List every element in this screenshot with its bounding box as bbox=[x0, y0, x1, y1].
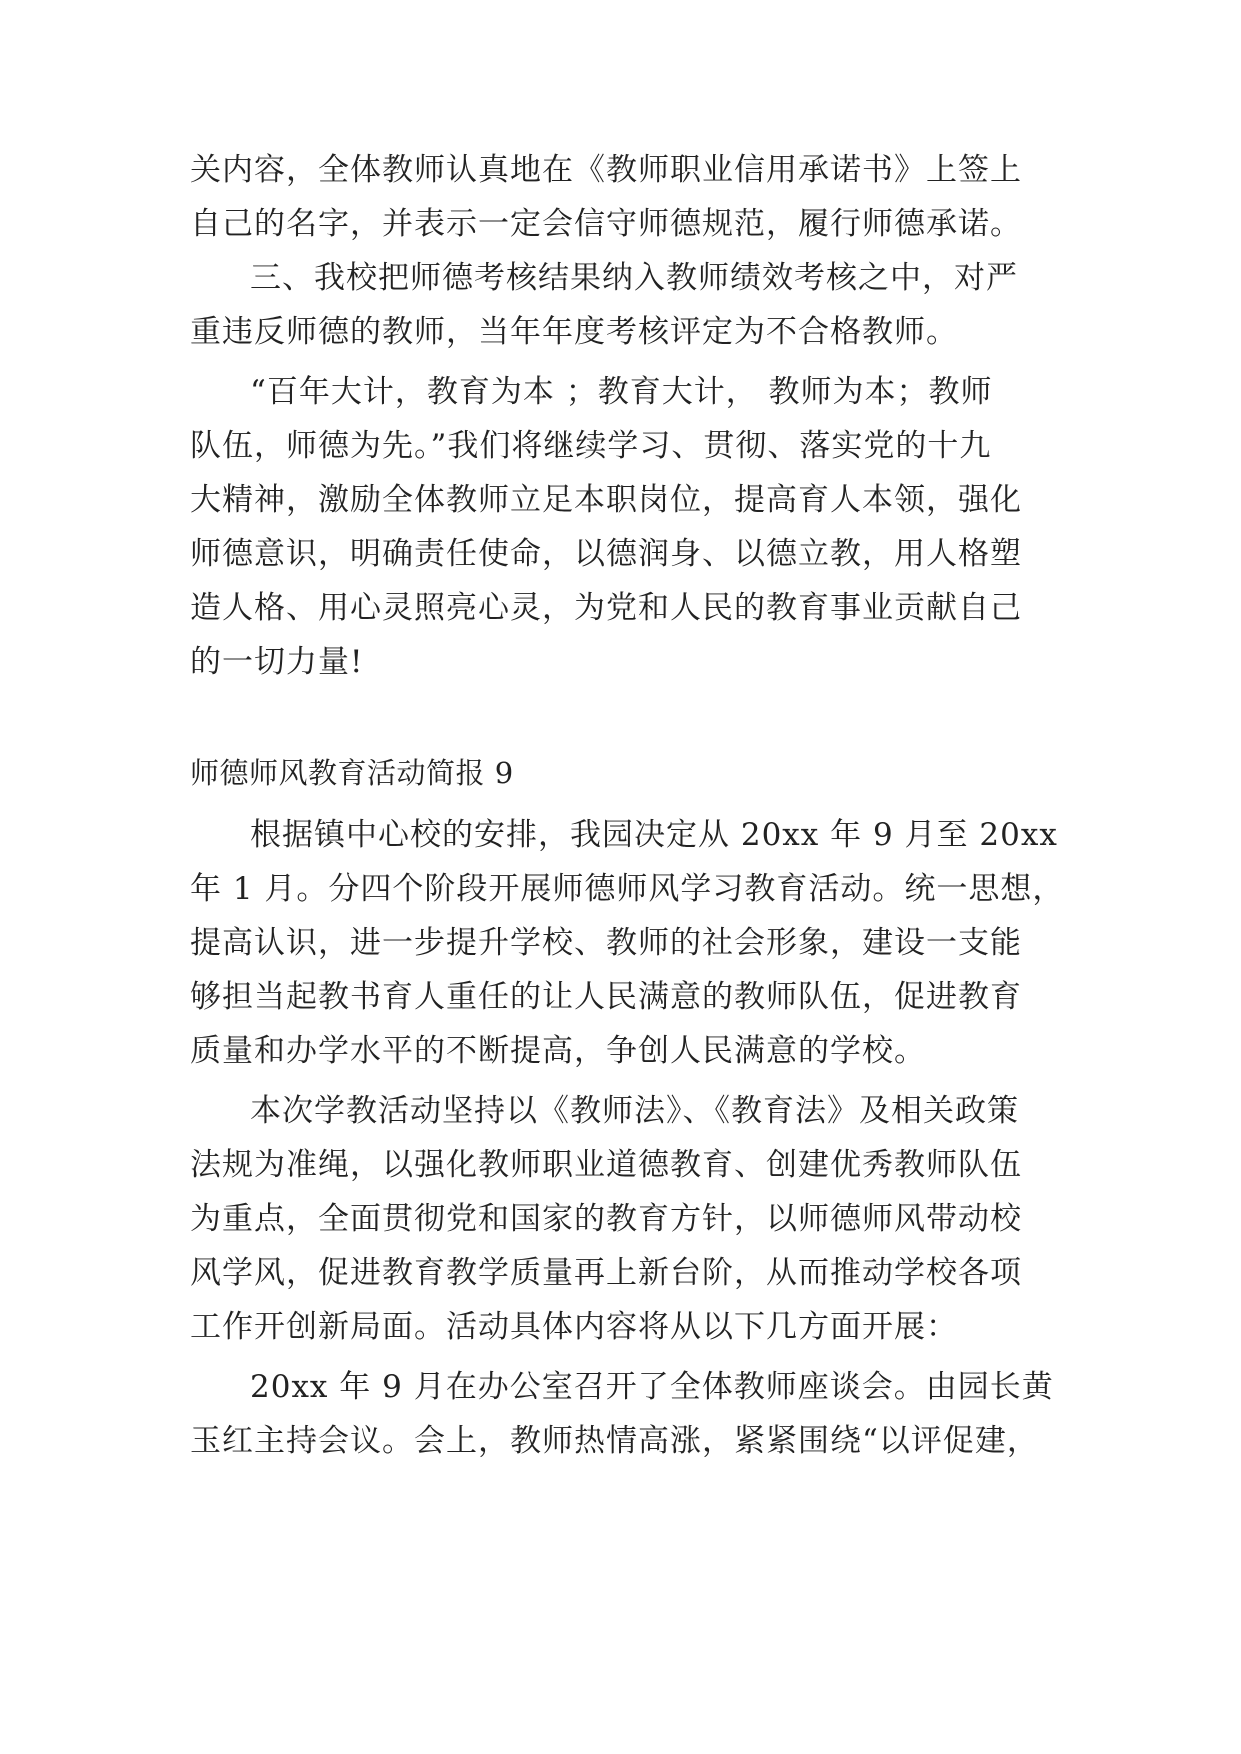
paragraph-line: 关内容，全体教师认真地在《教师职业信用承诺书》上签上 bbox=[190, 152, 1022, 188]
paragraph-line: 够担当起教书育人重任的让人民满意的教师队伍，促进教育 bbox=[190, 979, 1022, 1015]
paragraph-line: “百年大计，教育为本 ；教育大计， 教师为本；教师 bbox=[250, 374, 993, 410]
paragraph-line: 为重点，全面贯彻党和国家的教育方针，以师德师风带动校 bbox=[190, 1201, 1022, 1237]
paragraph-line: 重违反师德的教师，当年年度考核评定为不合格教师。 bbox=[190, 314, 958, 350]
section-title: 师德师风教育活动简报 9 bbox=[190, 756, 514, 790]
paragraph-line: 20xx 年 9 月在办公室召开了全体教师座谈会。由园长黄 bbox=[250, 1369, 1054, 1405]
paragraph-line: 质量和办学水平的不断提高，争创人民满意的学校。 bbox=[190, 1033, 926, 1069]
paragraph-line: 工作开创新局面。活动具体内容将从以下几方面开展： bbox=[190, 1309, 958, 1345]
paragraph-line: 大精神，激励全体教师立足本职岗位，提高育人本领，强化 bbox=[190, 482, 1022, 518]
paragraph-line: 年 1 月。分四个阶段开展师德师风学习教育活动。统一思想， bbox=[190, 871, 1065, 907]
paragraph-line: 玉红主持会议。会上，教师热情高涨，紧紧围绕“以评促建， bbox=[190, 1423, 1039, 1459]
paragraph-line: 法规为准绳，以强化教师职业道德教育、创建优秀教师队伍 bbox=[190, 1147, 1022, 1183]
paragraph-line: 师德意识，明确责任使命，以德润身、以德立教，用人格塑 bbox=[190, 536, 1022, 572]
paragraph-line: 根据镇中心校的安排，我园决定从 20xx 年 9 月至 20xx bbox=[250, 817, 1058, 853]
paragraph-line: 本次学教活动坚持以《教师法》、《教育法》及相关政策 bbox=[250, 1093, 1019, 1129]
paragraph-line: 的一切力量! bbox=[190, 644, 364, 680]
paragraph-line: 风学风，促进教育教学质量再上新台阶，从而推动学校各项 bbox=[190, 1255, 1022, 1291]
paragraph-line: 队伍，师德为先。”我们将继续学习、贯彻、落实党的十九 bbox=[190, 428, 992, 464]
paragraph-line: 造人格、用心灵照亮心灵，为党和人民的教育事业贡献自己 bbox=[190, 590, 1022, 626]
paragraph-line: 三、我校把师德考核结果纳入教师绩效考核之中，对严 bbox=[250, 260, 1018, 296]
paragraph-line: 提高认识，进一步提升学校、教师的社会形象，建设一支能 bbox=[190, 925, 1022, 961]
paragraph-line: 自己的名字，并表示一定会信守师德规范，履行师德承诺。 bbox=[190, 206, 1022, 242]
